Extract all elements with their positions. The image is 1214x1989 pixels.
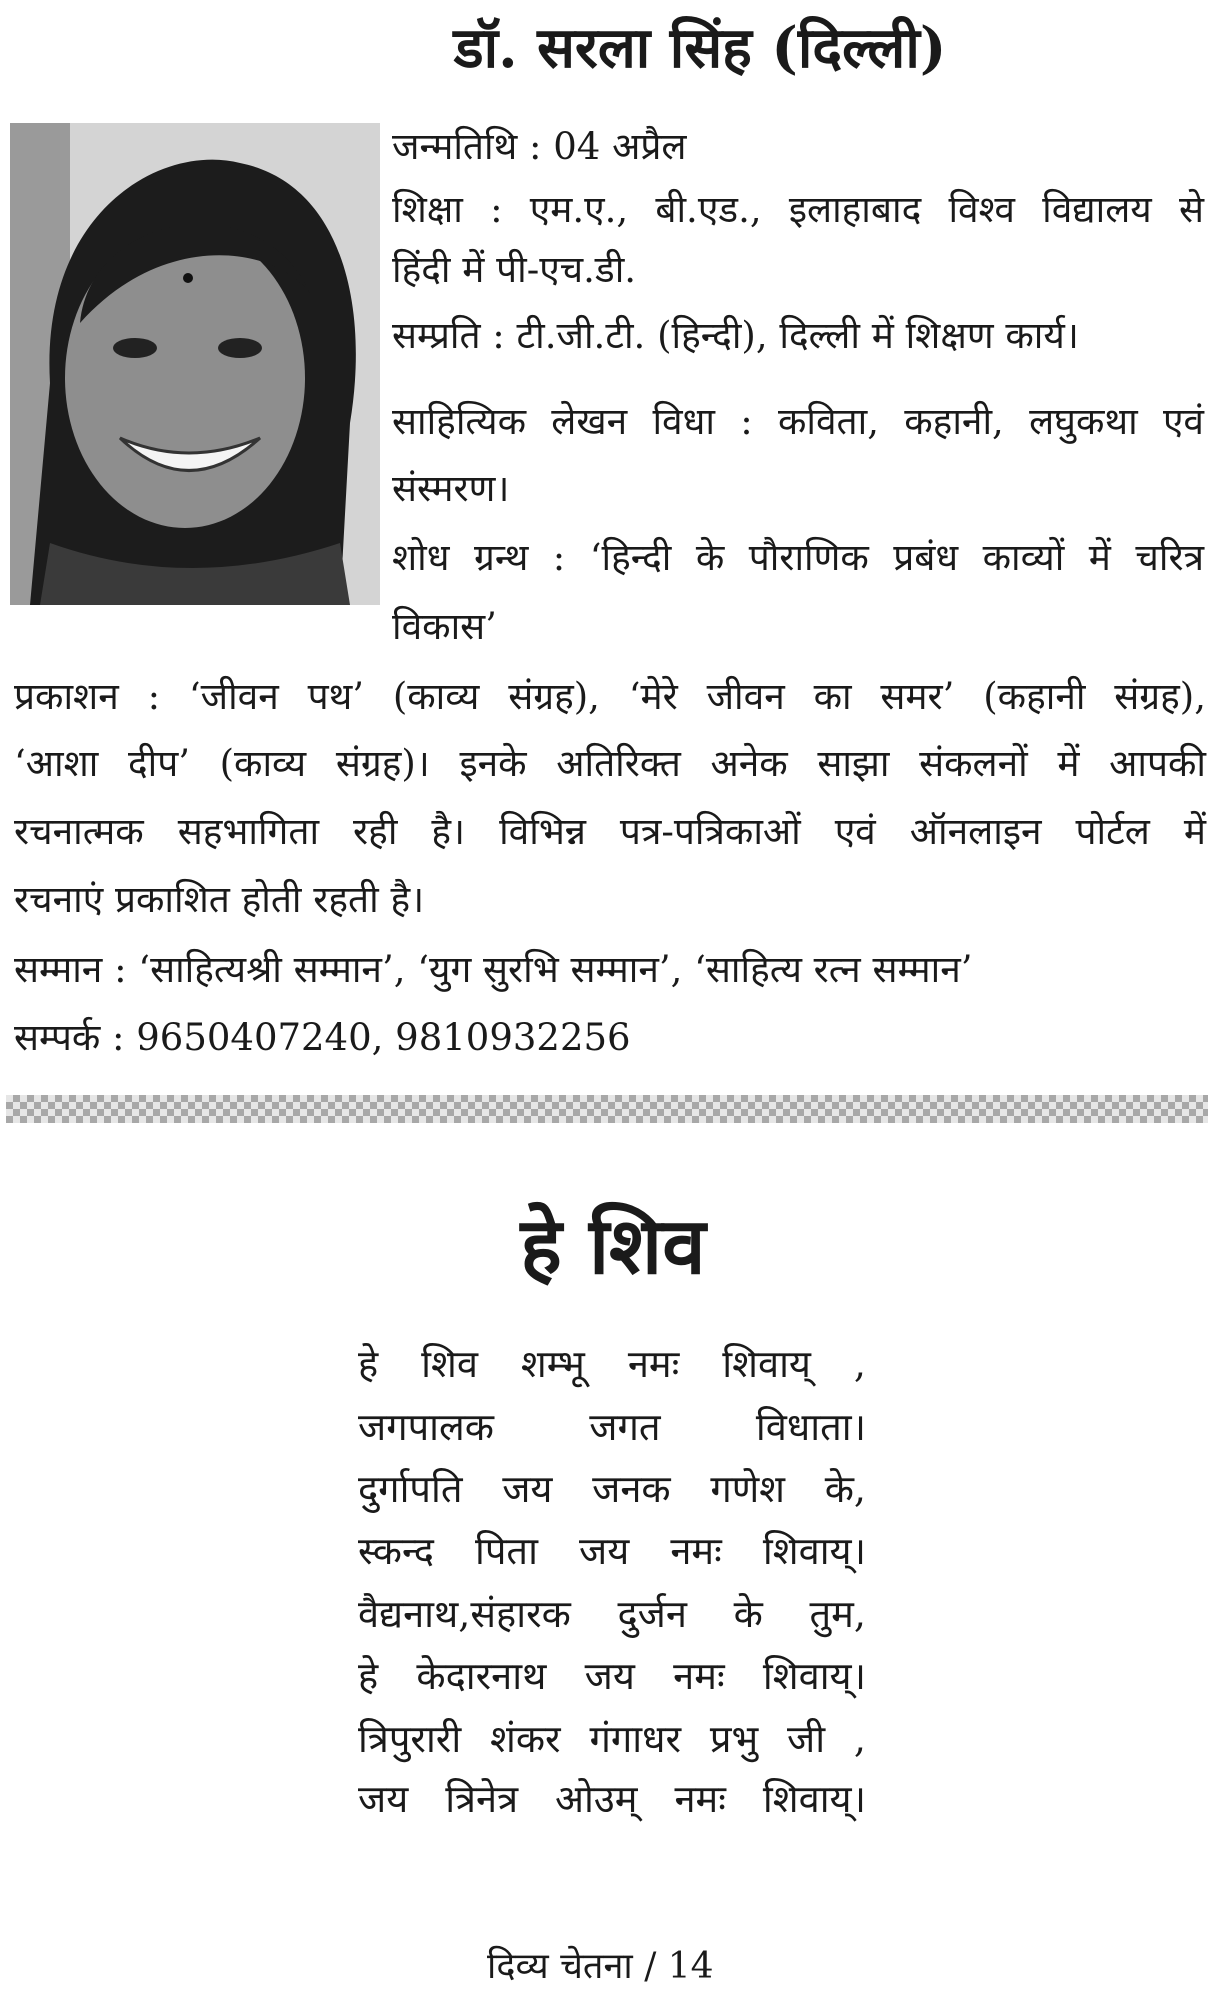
poem-line: स्कन्द पिता जय नमः शिवाय्।	[358, 1529, 866, 1573]
page-title: डॉ. सरला सिंह (दिल्ली)	[453, 15, 947, 81]
poem-line: त्रिपुरारी शंकर गंगाधर प्रभु जी ,	[358, 1717, 866, 1761]
bio-publications-3: रचनात्मक सहभागिता रही है। विभिन्न पत्र-पत्रिकाओं एवं ऑनलाइन पोर्टल में	[14, 810, 1206, 853]
bio-genre-cont: संस्मरण।	[392, 467, 510, 510]
bio-thesis: शोध ग्रन्थ : ‘हिन्दी के पौराणिक प्रबंध काव्यों में चरित्र	[392, 536, 1204, 579]
bio-dob: जन्मतिथि : 04 अप्रैल	[392, 125, 687, 168]
poem-line: वैद्यनाथ,संहारक दुर्जन के तुम,	[358, 1592, 866, 1636]
bio-contact: सम्पर्क : 9650407240, 9810932256	[14, 1016, 631, 1059]
poem-title: हे शिव	[520, 1201, 706, 1292]
page-footer: दिव्य चेतना / 14	[487, 1946, 714, 1987]
checkered-divider	[6, 1095, 1208, 1123]
bio-education: शिक्षा : एम.ए., बी.एड., इलाहाबाद विश्व विद्यालय से	[392, 188, 1204, 231]
poem-line: दुर्गापति जय जनक गणेश के,	[358, 1467, 866, 1511]
bio-publications: प्रकाशन : ‘जीवन पथ’ (काव्य संग्रह), ‘मेरे जीवन का समर’ (कहानी संग्रह),	[14, 675, 1206, 718]
bio-thesis-cont: विकास’	[392, 605, 497, 648]
bio-publications-2: ‘आशा दीप’ (काव्य संग्रह)। इनके अतिरिक्त अनेक साझा संकलनों में आपकी	[14, 742, 1206, 785]
poem-line: जगपालक जगत विधाता।	[358, 1405, 866, 1449]
poem-line: हे केदारनाथ जय नमः शिवाय्।	[358, 1654, 866, 1698]
bio-current: सम्प्रति : टी.जी.टी. (हिन्दी), दिल्ली में शिक्षण कार्य।	[392, 314, 1079, 357]
author-photo	[10, 123, 380, 605]
bio-education-cont: हिंदी में पी-एच.डी.	[392, 248, 637, 291]
poem-line: हे शिव शम्भू नमः शिवाय् ,	[358, 1342, 866, 1386]
bio-genre: साहित्यिक लेखन विधा : कविता, कहानी, लघुकथा एवं	[392, 400, 1204, 443]
bio-honors: सम्मान : ‘साहित्यश्री सम्मान’, ‘युग सुरभि सम्मान’, ‘साहित्य रत्न सम्मान’	[14, 948, 973, 991]
poem-line: जय त्रिनेत्र ओउम् नमः शिवाय्।	[358, 1777, 866, 1821]
bio-publications-4: रचनाएं प्रकाशित होती रहती है।	[14, 878, 425, 921]
